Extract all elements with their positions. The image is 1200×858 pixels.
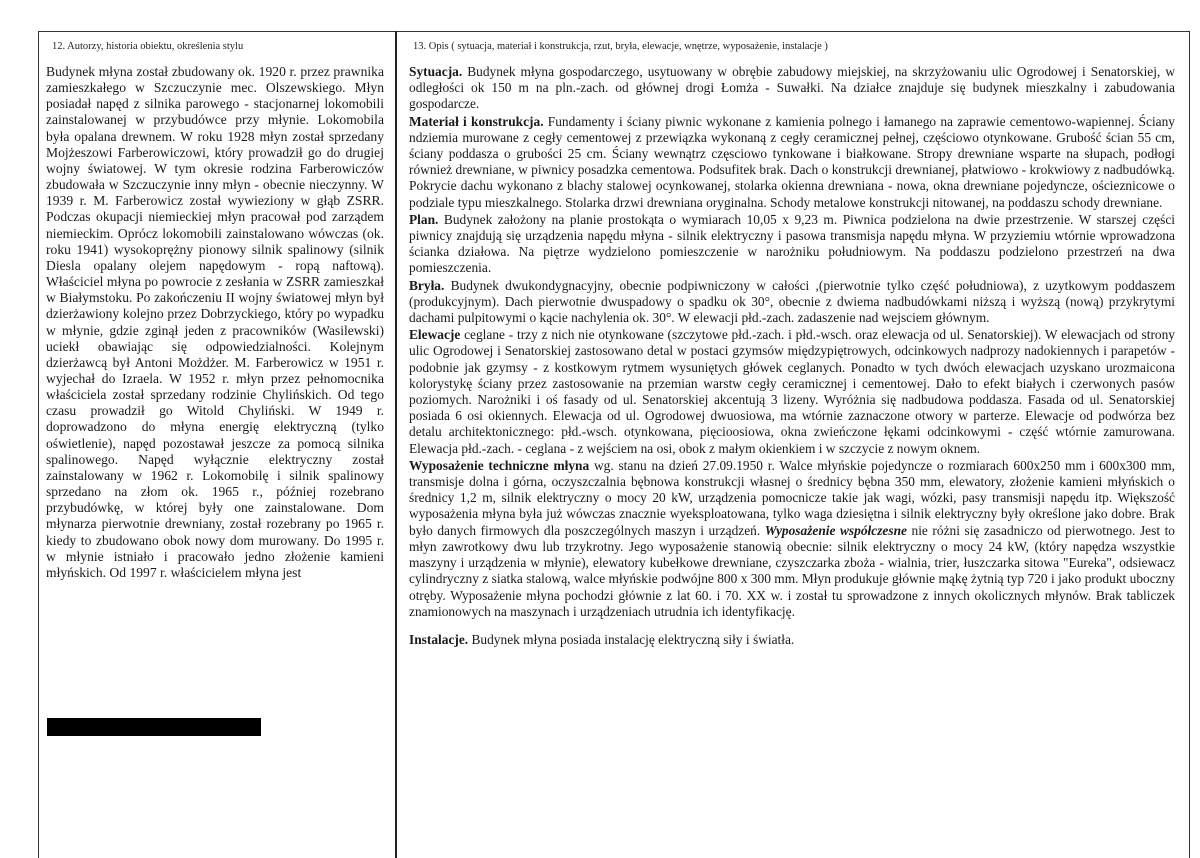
paragraph-text: Fundamenty i ściany piwnic wykonane z kamienia polnego i łamanego na zaprawie cementowo-wapiennej. Ściany ndziemia murowane z cegły cementowej z przewiązka wykonaną z cegły ceramicznej pełnej, częściowo otynkowane. Grubość ścian 55 cm, ściany poddasza o grubości 25 cm. Ściany wewnątrz częsciowo tynkowane i białkowane. Stropy drewniane wsparte na słupach, podłogi również drewniane, w piwnicy posadzka cementowa. Podsufitek brak. Dach o konstrukcji drewnianej, płatwiowo - krokwiowy z nadbudówką. Pokrycie dachu wykonano z blachy stalowej ocynkowanej, stolarka okienna drewniana - nowa, okna drewniane pojedyncze, ościeznicowe o podziale typu mieszkalnego. Stolarka drzwi drewniana oryginalna. Schody metalowe konstrukcji nitowanej, na poddaszu schody drewniane. [409,113,1175,210]
paragraph-heading: Materiał i konstrukcja. [409,113,544,129]
column-divider [395,31,397,858]
description-section-header: 13. Opis ( sytuacja, materiał i konstrukcja, rzut, bryła, elewacje, wnętrze, wyposażenie, instalacje ) [413,41,828,52]
paragraph-text-continued: nie różni się zasadniczo od pierwotnego. Jest to młyn zawrotkowy dwu lub trzykrotny. Jego wyposażenie stanowią obecnie: silnik elektryczny o mocy 24 kW, (który napędza wszystkie maszyny i urządzenia w młynie), elewatory kubełkowe drewniane, czyszczarka zboża - wialnia, trier, łuszczarka sitowa "Eureka", odsiewacz cylindryczny z siatka stalową, walce młyńskie podwójne 800 x 300 mm. Młyn produkuje głównie mąkę żytnią typ 720 i jako produkt uboczny otręby. Wyposażenie młyna pochodzi głównie z lat 60. i 70. XX w. i został tu sprowadzone z innych okolicznych młynów. Brak tabliczek znamionowych na maszynach i urządzeniach utrudnia ich identyfikację. [409,522,1176,619]
paragraph-text: Budynek młyna gospodarczego, usytuowany w obrębie zabudowy miejskiej, na skrzyżowaniu ulic Ogrodowej i Senatorskiej, w odległości ok 150 m na pln.-zach. od głównej drogi Łomża - Suwałki. Na działce znajduje się budynek mieszkalny i zabudowania gospodarcze. [409,64,1175,112]
frame-left-line [38,31,39,858]
history-text: Budynek młyna został zbudowany ok. 1920 r. przez prawnika zamieszkałego w Szczuczynie mec. Olszewskiego. Młyn posiadał napęd z silnika parowego - stacjonarnej lokomobili zainstalowanej w przybudówce przy młynie. Lokomobila była opalana drewnem. W roku 1928 młyn został sprzedany Mojżeszowi Farberowiczowi, który prowadził go do drugiej wojny światowej. W tym okresie rodzina Farberowiczów zbudowała w Szczuczynie inny młyn - obecnie nieczynny. W 1939 r. M. Farberowicz został wywieziony w głąb ZSRR. Podczas okupacji niemieckiej młyn pracował pod zarządem niemieckim. Oprócz lokomobili zainstalowano wówczas (ok. roku 1941) wysokoprężny pionowy silnik spalinowy (silnik Diesla opalany olejem napędowym - ropą naftową). Właściciel młyna po powrocie z zesłania w ZSRR zamieszkał w Białymstoku. Po zakończeniu II wojny światowej młyn był dzierżawiony kolejno przez Dobrzyckiego, który po wypadku w młynie, gdzie zginął jeden z pracowników (Wasilewski) uciekł obawiając się odpowiedzialności. Kolejnym dzierżawcą był Antoni Możdżer. M. Farberowicz w 1951 r. wyjechał do Izraela. W 1952 r. młyn przez pełnomocnika właściciela został sprzedany rodzinie Chylińskich. Od tego czasu prowadził go Witold Chyliński. W 1949 r. doprowadzono do młyna energię elektryczną (tylko oświetlenie), napęd pozostawał jeszcze za pomocą silnika spalinowego. Napęd wyłącznie elektryczny został zainstalowany w 1962 r. Lokomobilę i silnik spalinowy sprzedano na złom ok. 1965 r., później rozebrano przybudówkę, w której były one zainstalowane. Dom młynarza pierwotnie drewniany, został rozebrany po 1965 r. kiedy to zbudowano obok nowy dom murowany. Do 1995 r. w młynie istniało i pracowało jedno złożenie kamieni młyńskich. Od 1997 r. właścicielem młyna jest [46,64,384,580]
paragraph-heading: Wyposażenie techniczne młyna [409,457,590,473]
paragraph-text: ceglane - trzy z nich nie otynkowane (szczytowe płd.-zach. i płd.-wsch. oraz elewacja od ul. Senatorskiej). W elewacjach od strony ulic Ogrodowej i Senatorskiej zastosowano detal w postaci gzymsów międzypiętrowych, odcinkowych nadprozy nadokiennych i parapetów - podobnie jak gzymsy - z kostkowym rytmem wysuniętych główek ceglanych. Ponadto w tych dwóch elewacjach uzyskano urozmaicona kolorystykę ściany przez zastosowanie na przemian warstw cegły ceramicznej i cementowej. Dało to efekt białych i czerwonych pasów poziomych. Narożniki i oś fasady od ul. Senatorskiej akcentują 3 lizeny. Wyróżnia się nadbudowa poddasza. Fasada od ul. Senatorskiej posiada 6 osi okiennych. Elewacja od ul. Ogrodowej dwuosiowa, ma wtórnie zaznaczone otwory w parterze. Elewacje od podwórza bez detalu architektonicznego: płd.-wsch. otynkowana, pięcioosiowa, okna zwieńczone łękami odcinkowymi - część wtórnie zamurowana. Elewacja płd.-zach. - ceglana - z wejściem na osi, obok z małym okienkiem i w szczycie z nowym oknem. [409,327,1175,456]
frame-top-line [38,31,1190,32]
history-section [46,40,384,581]
paragraph-heading: Plan. [409,211,439,227]
paragraph-heading: Sytuacja. [409,64,463,79]
paragraph-elevations [409,327,1175,457]
frame-right-line [1189,31,1190,858]
description-section [409,40,1175,649]
history-section-header: 12. Autorzy, historia obiektu, określenia stylu [52,41,244,52]
paragraph-material [409,114,1175,211]
paragraph-situation [409,64,1175,113]
paragraph-inline-heading: Wyposażenie współczesne [764,522,907,538]
paragraph-text: wg. stanu na dzień 27.09.1950 r. Walce młyńskie pojedyncze o rozmiarach 600x250 mm i 600x300 mm, transmisje dolna i górna, oczyszczalnia bębnowa konstrukcji własnej o średnicy bębna 350 mm, elewatory, złożenie kamieni młyńskich o średnicy 1,2 m, silnik elektryczny o mocy 20 kW, urządzenia pomocnicze takie jak wagi, wózki, pasy transmisji napędu itp. Większość wyposażenia młyna była już wówczas znacznie wyeksploatowana, tylko waga dziesiętna i silnik elektryczny były określone jako dobre. Brak było danych firmowych dla poszczególnych maszyn i urządzeń. [409,457,1175,538]
paragraph-text: Budynek założony na planie prostokąta o wymiarach 10,05 x 9,23 m. Piwnica podzielona na dwie przestrzenie. W starszej części piwnicy znajdują się urządzenia napędu młyna - silnik elektryczny i pasowa transmisja napędu młyna. W przyziemiu wtórnie wprowadzona ścianka działowa. Na piętrze wydzielono pomieszczenie w narożniku południowym. Na poddaszu podzielono przestrzeń na dwa pomieszczenia. [409,211,1175,276]
paragraph-massing [409,278,1175,327]
paragraph-heading: Elewacje [409,327,461,343]
paragraph-text: Budynek dwukondygnacyjny, obecnie podpiwniczony w całości ,(pierwotnie tylko część południowa), z uzytkowym poddaszem (produkcyjnym). Dach pierwotnie dwuspadowy o spadku ok 30°, obecnie z dwiema nadbudówkami niższą i wyższą (nową) przykrytymi dachami pulpitowymi o kącie nachylenia ok. 30°. W elewacji płd.-zach. zadaszenie nad wejsciem głównym. [409,277,1175,326]
paragraph-installations [409,632,1175,648]
paragraph-equipment [409,458,1175,620]
paragraph-heading: Bryła. [409,277,445,293]
paragraph-text: Budynek młyna posiada instalację elektryczną siły i światła. [468,631,795,647]
redaction-bar [47,718,261,736]
paragraph-heading: Instalacje. [409,631,469,647]
paragraph-plan [409,212,1175,277]
